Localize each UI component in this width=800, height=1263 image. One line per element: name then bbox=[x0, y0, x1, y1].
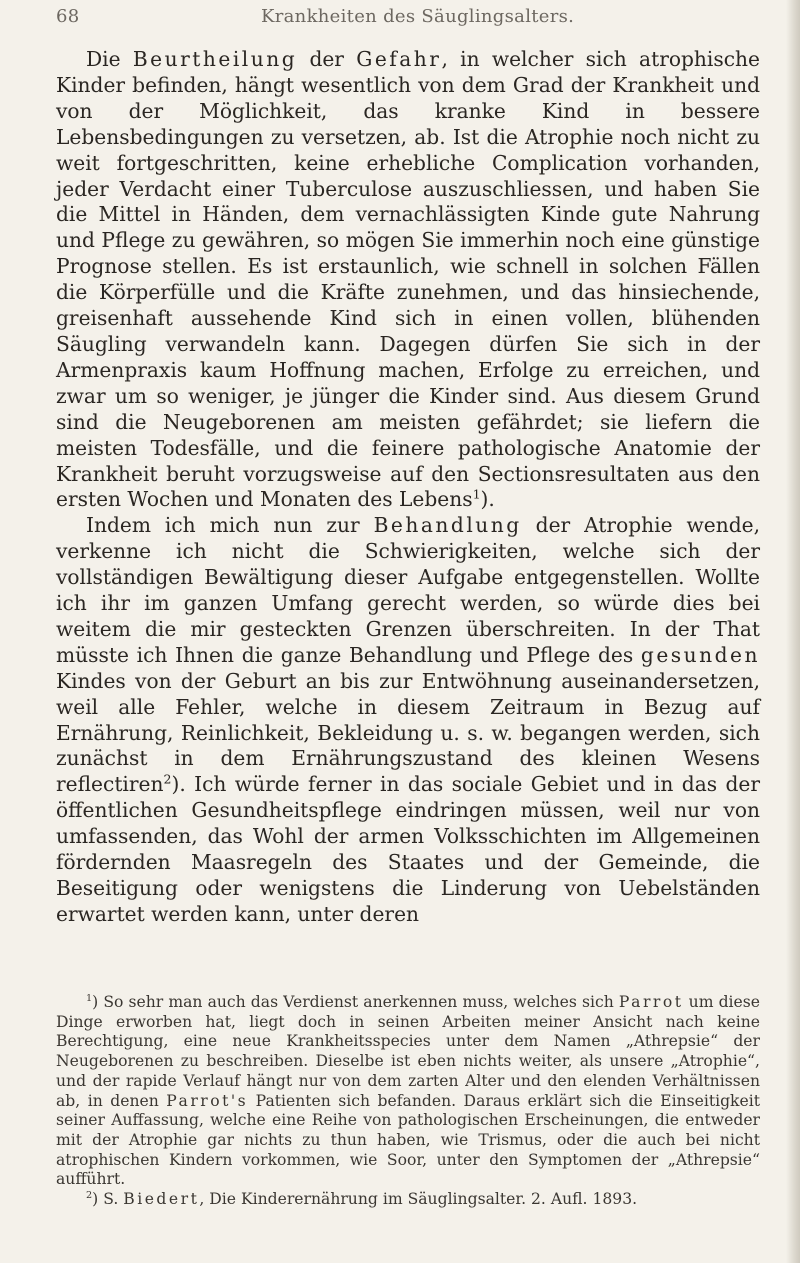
footnote-1 bbox=[56, 993, 760, 1190]
paragraph-treatment bbox=[56, 513, 760, 928]
text-run: um diese Dinge erworben hat, liegt doch in seinen Arbeiten meiner Ansicht nach keine Berechtigung, eine neue Krankheitsspecies unter dem Namen „Athrepsie“ der Neugeborenen zu beschreiben. Dieselbe ist eben nichts weiter, als unsere „Atrophie“, und der rapide Verlauf hängt nur von dem zarten Alter und den elenden Verhältnissen ab, in denen bbox=[56, 993, 761, 1110]
page-edge-shadow bbox=[786, 0, 800, 1263]
text-run: , Die Kinderernährung im Säuglingsalter. 2. Aufl. 1893. bbox=[199, 1190, 638, 1209]
text-run: Kindes von der Geburt an bis zur Entwöhnung auseinandersetzen, weil alle Fehler, welche in diesem Zeitraum in Bezug auf Ernährung, Reinlichkeit, Bekleidung u. s. w. begangen werden, sich zunächst in dem Ernährungszustand des kleinen Wesens reflectiren bbox=[56, 668, 760, 797]
text-run: Patienten sich befanden. Daraus erklärt sich die Einseitigkeit seiner Auffassung, welche eine Reihe von pathologischen Erscheinungen, die entweder mit der Atrophie gar nichts zu thun haben, wie Trismus, oder die auch bei nicht atrophischen Kindern vorkommen, wie Soor, unter den Symptomen der „Athrepsie“ aufführt. bbox=[56, 1091, 760, 1189]
spaced-term: Beurtheilung bbox=[132, 47, 298, 71]
text-run: der bbox=[297, 47, 357, 71]
text-run: der Atrophie wende, verkenne ich nicht die Schwierigkeiten, welche sich der vollständigen Bewältigung dieser Aufgabe entgegenstellen. Wollte ich ihr im ganzen Umfang gerecht werden, so würde dies bei weitem die mir gesteckten Grenzen überschreiten. In der That müsste ich Ihnen die ganze Behandlung und Pflege des bbox=[56, 513, 760, 667]
spaced-term: Gefahr bbox=[356, 47, 442, 71]
text-run: ) S. bbox=[92, 1190, 124, 1209]
text-run: Indem ich mich nun zur bbox=[86, 513, 374, 538]
text-run: ). bbox=[480, 487, 495, 512]
paragraph-prognosis bbox=[56, 47, 760, 513]
page-number: 68 bbox=[56, 6, 80, 27]
spaced-term: gesunden bbox=[640, 642, 760, 667]
running-title: Krankheiten des Säuglingsalters. bbox=[261, 6, 575, 27]
footnotes bbox=[56, 993, 760, 1210]
footnote-marker-2: 2 bbox=[86, 1189, 93, 1201]
main-text bbox=[56, 47, 760, 928]
author-name: Biedert bbox=[123, 1190, 200, 1209]
text-run: , in welcher sich atrophische Kinder befinden, hängt wesentlich von dem Grad der Krankheit und von der Möglichkeit, das kranke Kind in bessere Lebensbedingungen zu versetzen, ab. Ist die Atrophie noch nicht zu weit fortgeschritten, keine erhebliche Complication vorhanden, jeder Verdacht einer Tuberculose auszuschliessen, und haben Sie die Mittel in Händen, dem vernachlässigten Kinde gute Nahrung und Pflege zu gewähren, so mögen Sie immerhin noch eine günstige Prognose stellen. Es ist erstaunlich, wie schnell in solchen Fällen die Körperfülle und die Kräfte zunehmen, und das hinsiechende, greisenhaft aussehende Kind sich in einen vollen, blühenden Säugling verwandeln kann. Dagegen dürfen Sie sich in der Armenpraxis kaum Hoffnung machen, Erfolge zu erreichen, und zwar um so weniger, je jünger die Kinder sind. Aus diesem Grund sind die Neugeborenen am meisten gefährdet; sie liefern die meisten Todesfälle, und die feinere pathologische Anatomie der Krankheit beruht vorzugsweise auf den Sectionsresultaten aus den ersten Wochen und Monaten des Lebens bbox=[56, 47, 760, 512]
text-run: ). Ich würde ferner in das sociale Gebiet und in das der öffentlichen Gesundheitspflege eindringen müssen, weil nur von umfassenden, das Wohl der armen Volksschichten im Allgemeinen fördernden Maasregeln des Staates und der Gemeinde, die Beseitigung oder wenigstens die Linderung von Uebelständen erwartet werden kann, unter deren bbox=[56, 772, 760, 926]
footnote-2 bbox=[56, 1190, 760, 1210]
footnote-ref-2: 2 bbox=[163, 771, 172, 787]
text-run: Die bbox=[86, 47, 133, 71]
author-name: Parrot's bbox=[166, 1091, 249, 1110]
running-header bbox=[56, 6, 756, 32]
spaced-term: Behandlung bbox=[373, 513, 522, 538]
text-run: ) So sehr man auch das Verdienst anerkennen muss, welches sich bbox=[92, 993, 619, 1011]
footnote-ref-1: 1 bbox=[472, 486, 481, 502]
author-name: Parrot bbox=[618, 993, 684, 1011]
footnote-marker-1: 1 bbox=[86, 992, 93, 1004]
